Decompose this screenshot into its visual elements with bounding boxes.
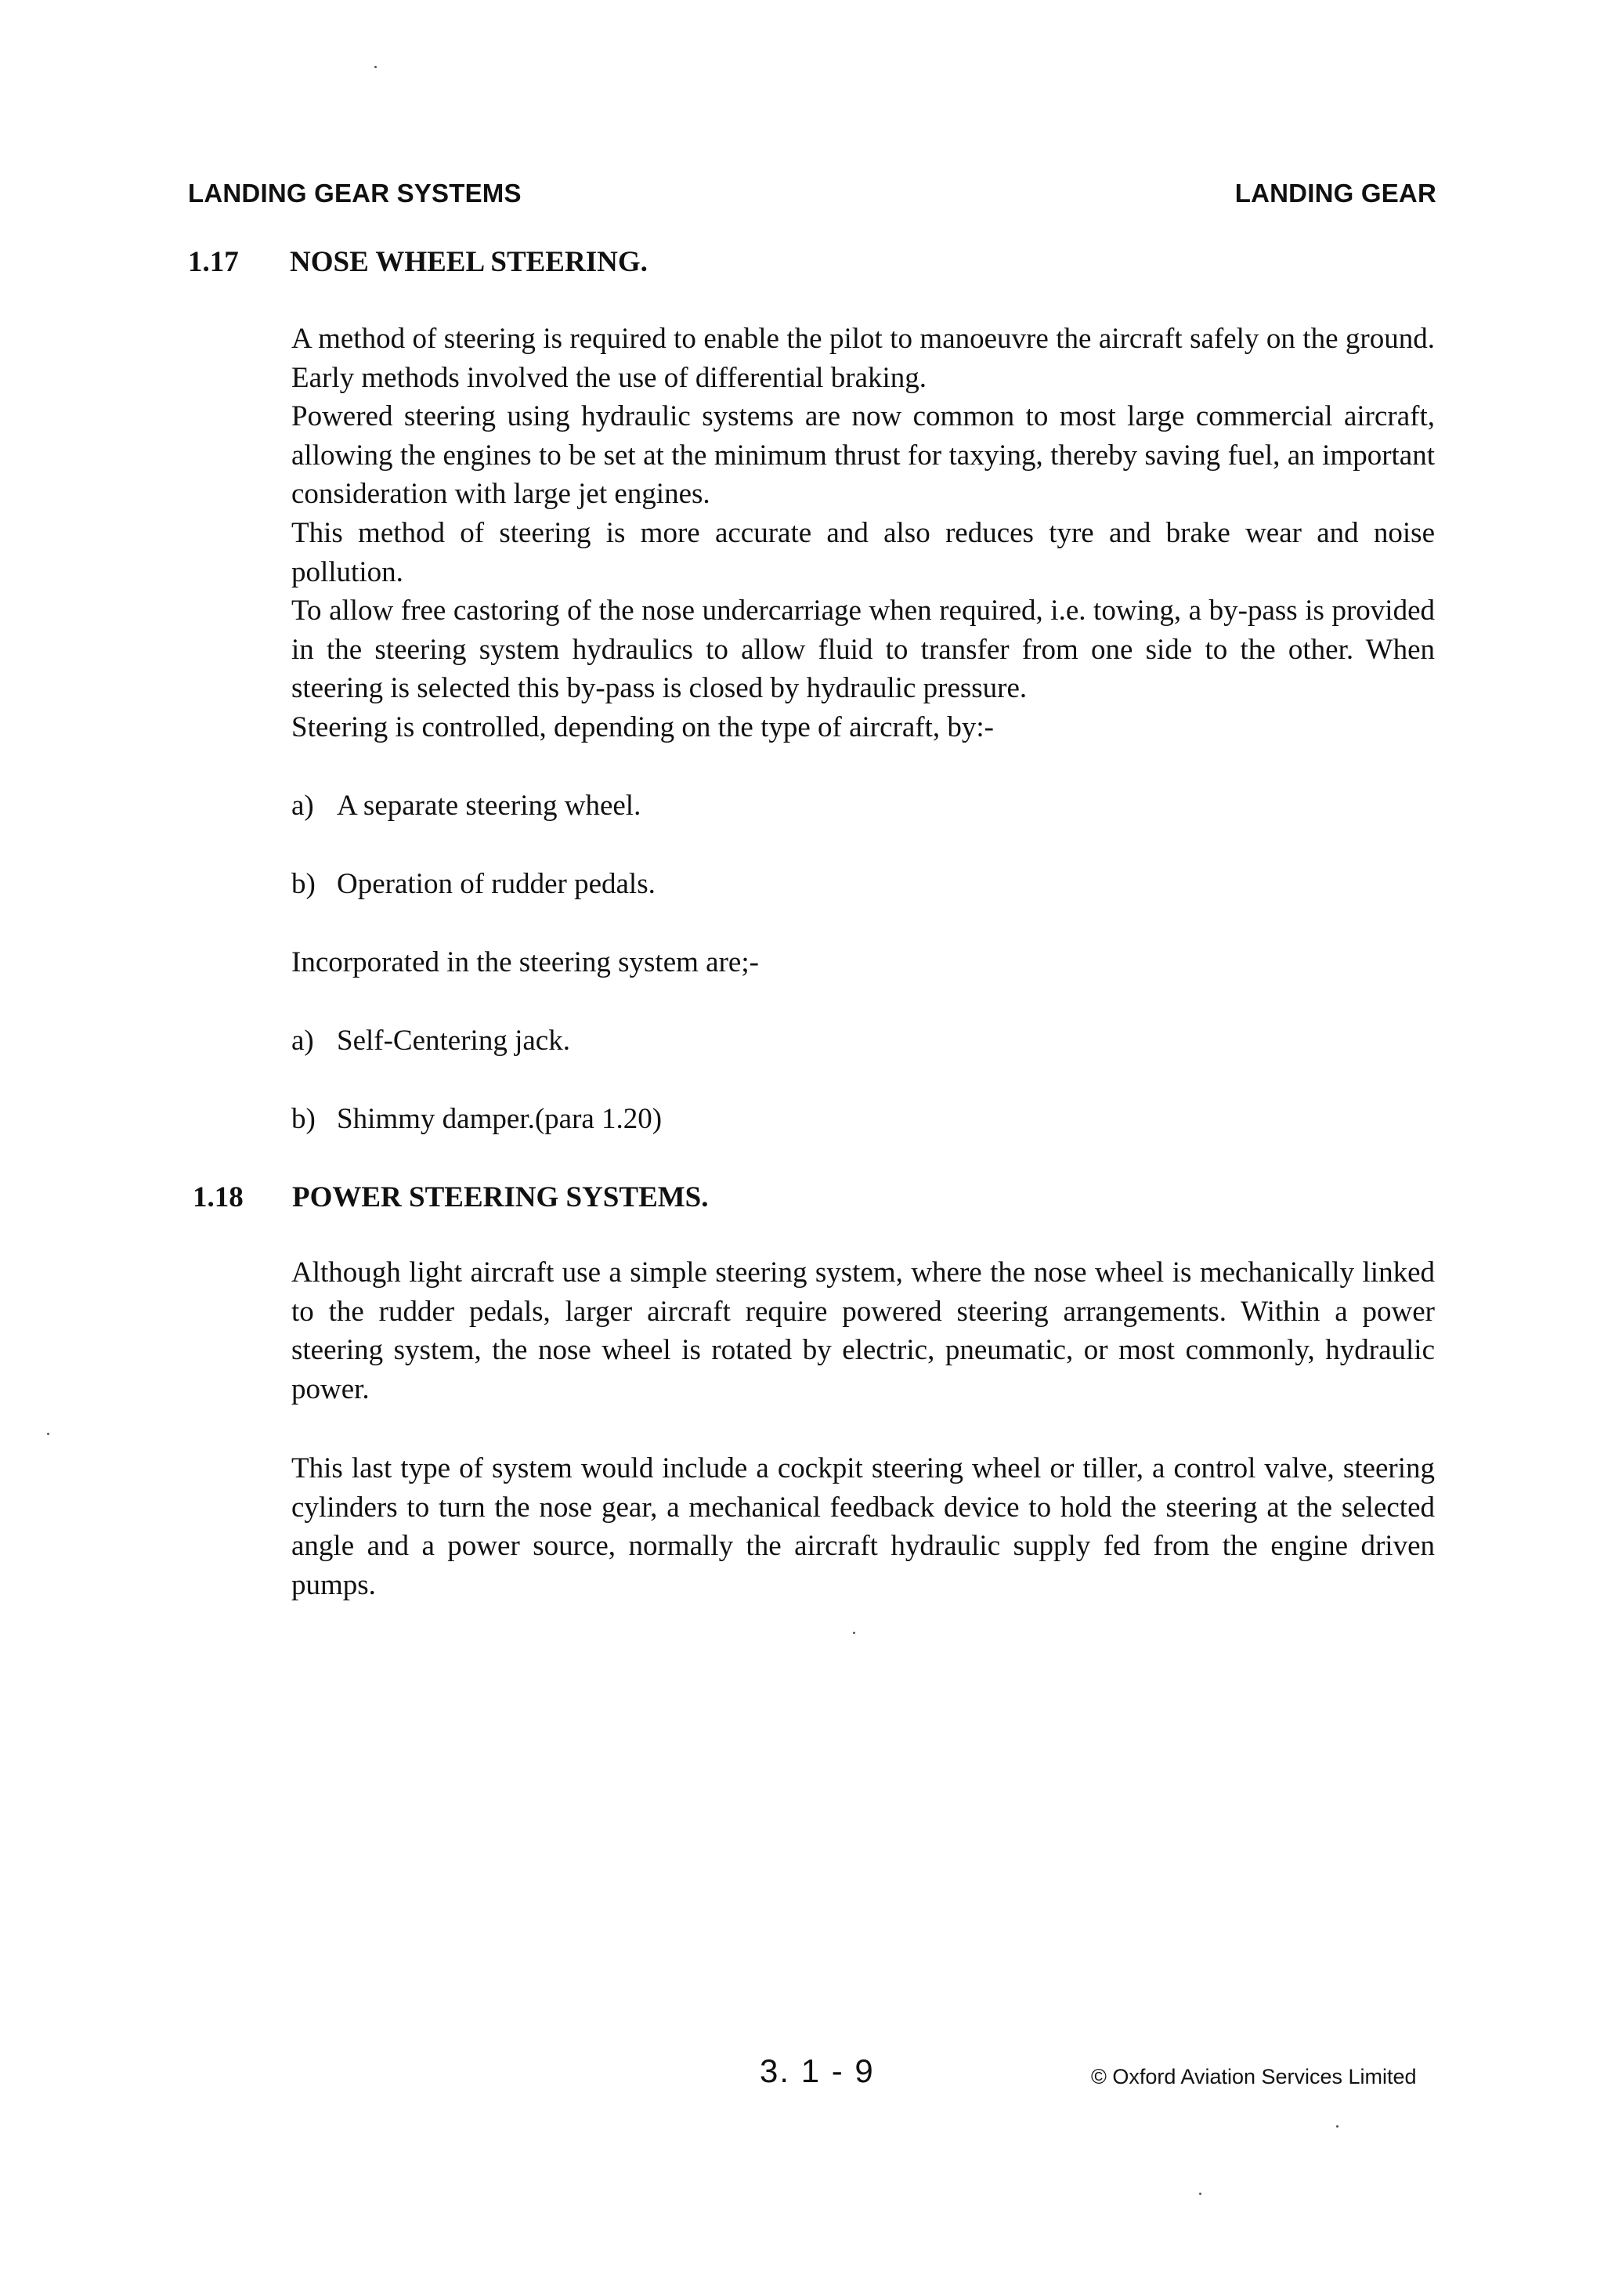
section-number: 1.17 (188, 246, 239, 278)
section-1-17-body (291, 320, 1435, 747)
list-item (291, 786, 641, 826)
header-chapter-title: LANDING GEAR SYSTEMS (188, 179, 522, 208)
page-number: 3. 1 - 9 (760, 2052, 875, 2089)
paragraph: Steering is controlled, depending on the type of aircraft, by:- (291, 710, 994, 743)
list-item (291, 1100, 662, 1139)
list-marker: b) (291, 868, 316, 900)
paragraph: This method of steering is more accurate and also reduces tyre and brake wear and noise pollution. (291, 516, 1435, 588)
section-title: POWER STEERING SYSTEMS. (292, 1181, 709, 1213)
scan-speck (853, 1632, 855, 1634)
copyright-notice: © Oxford Aviation Services Limited (1091, 2065, 1417, 2088)
incorporated-intro: Incorporated in the steering system are;- (291, 946, 759, 978)
paragraph: Powered steering using hydraulic systems are now common to most large commercial aircraft, allowing the engines to be set at the minimum thrust for taxying, thereby saving fuel, an important consideration with large jet engines. (291, 400, 1435, 511)
scan-speck (374, 66, 377, 68)
list-item (291, 1021, 570, 1061)
header-subject-title: LANDING GEAR (1234, 179, 1436, 208)
section-heading-1-18 (193, 1181, 709, 1214)
paragraph: A method of steering is required to enable the pilot to manoeuvre the aircraft safely on the ground. Early methods involved the use of differential braking. (291, 323, 1435, 394)
scan-speck (47, 1433, 49, 1435)
scan-speck (1336, 2125, 1338, 2128)
list-marker: a) (291, 790, 314, 822)
section-number: 1.18 (193, 1181, 244, 1213)
section-1-18-paragraph (291, 1449, 1435, 1604)
scan-speck (1199, 2193, 1201, 2195)
list-text: Operation of rudder pedals. (337, 868, 656, 900)
running-header (188, 179, 1436, 210)
paragraph: Although light aircraft use a simple steering system, where the nose wheel is mechanically linked to the rudder pedals, larger aircraft require powered steering arrangements. Within a power steering system, the nose wheel is rotated by electric, pneumatic, or most commonly, hydraulic power. (291, 1256, 1435, 1405)
section-1-18-paragraph (291, 1253, 1435, 1408)
paragraph: This last type of system would include a cockpit steering wheel or tiller, a control valve, steering cylinders to turn the nose gear, a mechanical feedback device to hold the steering at the selected angle and a power source, normally the aircraft hydraulic supply fed from the engine driven pumps. (291, 1452, 1435, 1601)
list-item (291, 865, 656, 904)
section-heading-1-17 (188, 245, 648, 279)
list-marker: a) (291, 1025, 314, 1057)
list-text: Self-Centering jack. (337, 1025, 570, 1057)
list-marker: b) (291, 1103, 316, 1135)
list-text: Shimmy damper.(para 1.20) (337, 1103, 663, 1135)
paragraph: To allow free castoring of the nose undercarriage when required, i.e. towing, a by-pass is provided in the steering system hydraulics to allow fluid to transfer from one side to the other. When steering is selected this by-pass is closed by hydraulic pressure. (291, 595, 1435, 705)
list-text: A separate steering wheel. (337, 790, 641, 822)
section-title: NOSE WHEEL STEERING. (290, 246, 648, 278)
